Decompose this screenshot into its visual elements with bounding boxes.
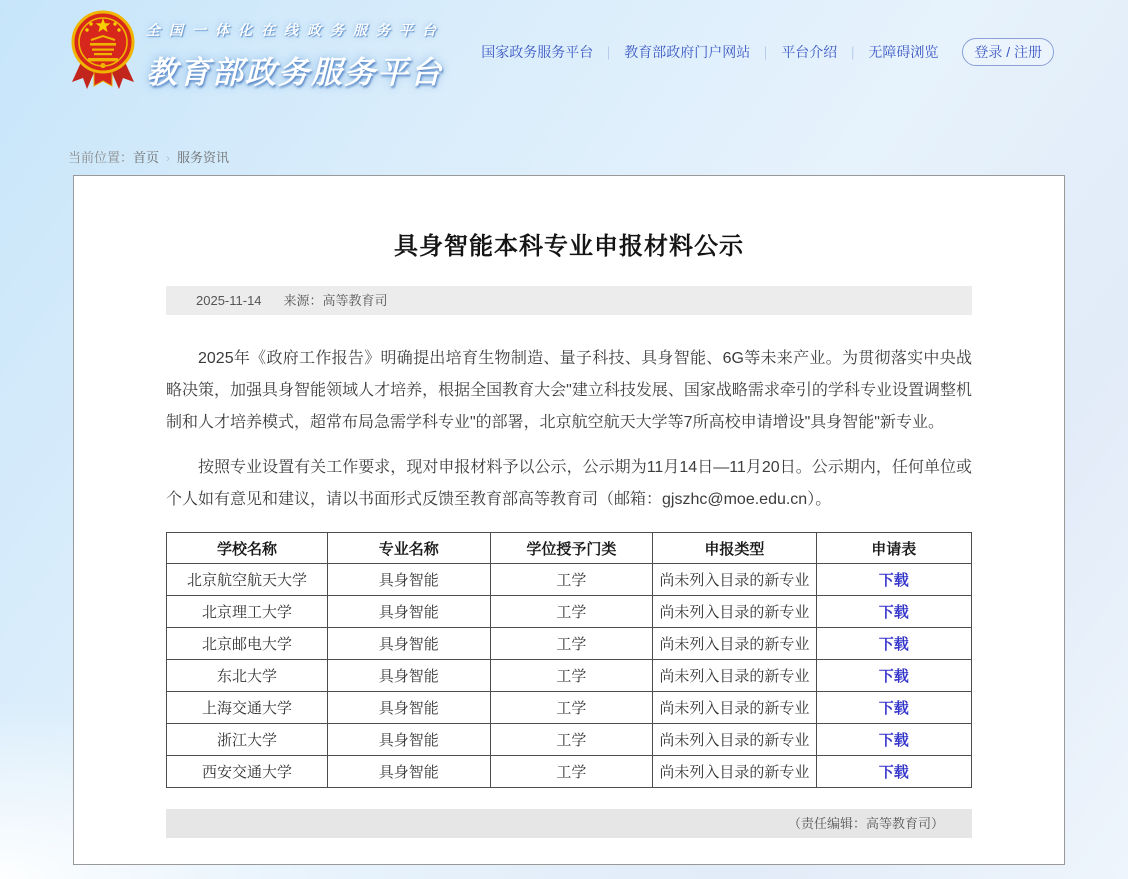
table-cell-school: 北京邮电大学	[167, 628, 328, 660]
table-cell-type: 尚未列入目录的新专业	[653, 660, 816, 692]
applications-table-body	[167, 564, 972, 788]
table-cell-form	[816, 596, 971, 628]
table-row	[167, 628, 972, 660]
brand-main-title: 教育部政务服务平台	[146, 55, 443, 90]
table-cell-school: 北京理工大学	[167, 596, 328, 628]
nav-link-1[interactable]: 教育部政府门户网站	[624, 44, 751, 60]
download-link[interactable]: 下载	[878, 572, 909, 589]
table-row	[167, 564, 972, 596]
download-link[interactable]: 下载	[878, 604, 909, 621]
table-cell-major: 具身智能	[328, 692, 491, 724]
table-row	[167, 756, 972, 788]
table-header-cell: 学位授予门类	[490, 533, 653, 564]
table-cell-school: 浙江大学	[167, 724, 328, 756]
table-row	[167, 596, 972, 628]
site-header	[0, 0, 1128, 110]
table-cell-major: 具身智能	[328, 564, 491, 596]
download-link[interactable]: 下载	[878, 668, 909, 685]
nav-separator: ｜	[759, 45, 773, 61]
table-cell-degree: 工学	[490, 628, 653, 660]
table-cell-type: 尚未列入目录的新专业	[653, 596, 816, 628]
article-paragraph-1: 2025年《政府工作报告》明确提出培育生物制造、量子科技、具身智能、6G等未来产业。为贯彻落实中央战略决策，加强具身智能领域人才培养，根据全国教育大会"建立科技发展、国家战略需求牵引的学科专业设置调整机制和人才培养模式，超常布局急需学科专业"的部署，北京航空航天大学等7所高校申请增设"具身智能"新专业。	[166, 350, 972, 431]
table-row	[167, 692, 972, 724]
article-content	[166, 286, 972, 838]
table-header-cell: 申报类型	[653, 533, 816, 564]
table-row	[167, 660, 972, 692]
applications-table-head	[167, 533, 972, 564]
table-cell-degree: 工学	[490, 596, 653, 628]
table-cell-type: 尚未列入目录的新专业	[653, 756, 816, 788]
table-header-cell: 专业名称	[328, 533, 491, 564]
table-cell-type: 尚未列入目录的新专业	[653, 692, 816, 724]
top-nav	[481, 38, 1054, 66]
article-paragraph-2: 按照专业设置有关工作要求，现对申报材料予以公示，公示期为11月14日—11月20日。公示期内，任何单位或个人如有意见和建议，请以书面形式反馈至教育部高等教育司（邮箱：gjszhc@moe.edu.cn）。	[166, 459, 972, 508]
table-cell-type: 尚未列入目录的新专业	[653, 628, 816, 660]
nav-separator: ｜	[602, 45, 616, 61]
table-cell-form	[816, 628, 971, 660]
article-meta-bar	[166, 286, 972, 315]
login-register-button[interactable]: 登录 / 注册	[962, 38, 1054, 66]
table-cell-school: 西安交通大学	[167, 756, 328, 788]
article-title: 具身智能本科专业申报材料公示	[394, 233, 744, 260]
table-cell-major: 具身智能	[328, 660, 491, 692]
table-cell-school: 东北大学	[167, 660, 328, 692]
editor-note: （责任编辑：高等教育司）	[787, 816, 944, 831]
brand-text	[146, 20, 445, 92]
download-link[interactable]: 下载	[878, 764, 909, 781]
table-cell-school: 上海交通大学	[167, 692, 328, 724]
table-cell-form	[816, 564, 971, 596]
table-cell-form	[816, 692, 971, 724]
table-cell-major: 具身智能	[328, 756, 491, 788]
editor-note-bar	[166, 809, 972, 838]
table-cell-major: 具身智能	[328, 628, 491, 660]
table-cell-type: 尚未列入目录的新专业	[653, 724, 816, 756]
breadcrumb-prefix: 当前位置：	[68, 150, 134, 165]
table-header-cell: 学校名称	[167, 533, 328, 564]
applications-table	[166, 532, 972, 788]
article-source: 来源：高等教育司	[283, 293, 388, 308]
nav-separator: ｜	[846, 45, 860, 61]
table-cell-degree: 工学	[490, 756, 653, 788]
article-card	[73, 175, 1065, 865]
article-body	[166, 343, 972, 516]
download-link[interactable]: 下载	[878, 732, 909, 749]
breadcrumb-home[interactable]: 首页	[133, 150, 160, 165]
table-cell-degree: 工学	[490, 564, 653, 596]
table-cell-degree: 工学	[490, 724, 653, 756]
nav-link-2[interactable]: 平台介绍	[781, 44, 838, 60]
table-header-cell: 申请表	[816, 533, 971, 564]
table-cell-form	[816, 756, 971, 788]
table-cell-major: 具身智能	[328, 596, 491, 628]
brand-small-title: 全国一体化在线政务服务平台	[146, 22, 445, 38]
table-cell-degree: 工学	[490, 660, 653, 692]
table-cell-degree: 工学	[490, 692, 653, 724]
national-emblem-logo[interactable]	[70, 10, 136, 94]
top-nav-links	[481, 42, 938, 62]
table-cell-form	[816, 724, 971, 756]
table-row	[167, 724, 972, 756]
download-link[interactable]: 下载	[878, 700, 909, 717]
download-link[interactable]: 下载	[878, 636, 909, 653]
article-date: 2025-11-14	[196, 293, 262, 308]
china-national-emblem-icon	[70, 10, 136, 94]
table-cell-school: 北京航空航天大学	[167, 564, 328, 596]
table-cell-form	[816, 660, 971, 692]
breadcrumb	[68, 147, 229, 166]
breadcrumb-separator-icon: ›	[166, 151, 171, 165]
breadcrumb-service-news[interactable]: 服务资讯	[177, 150, 230, 165]
table-cell-major: 具身智能	[328, 724, 491, 756]
table-cell-type: 尚未列入目录的新专业	[653, 564, 816, 596]
nav-link-0[interactable]: 国家政务服务平台	[481, 44, 594, 60]
nav-link-3[interactable]: 无障碍浏览	[868, 44, 939, 60]
